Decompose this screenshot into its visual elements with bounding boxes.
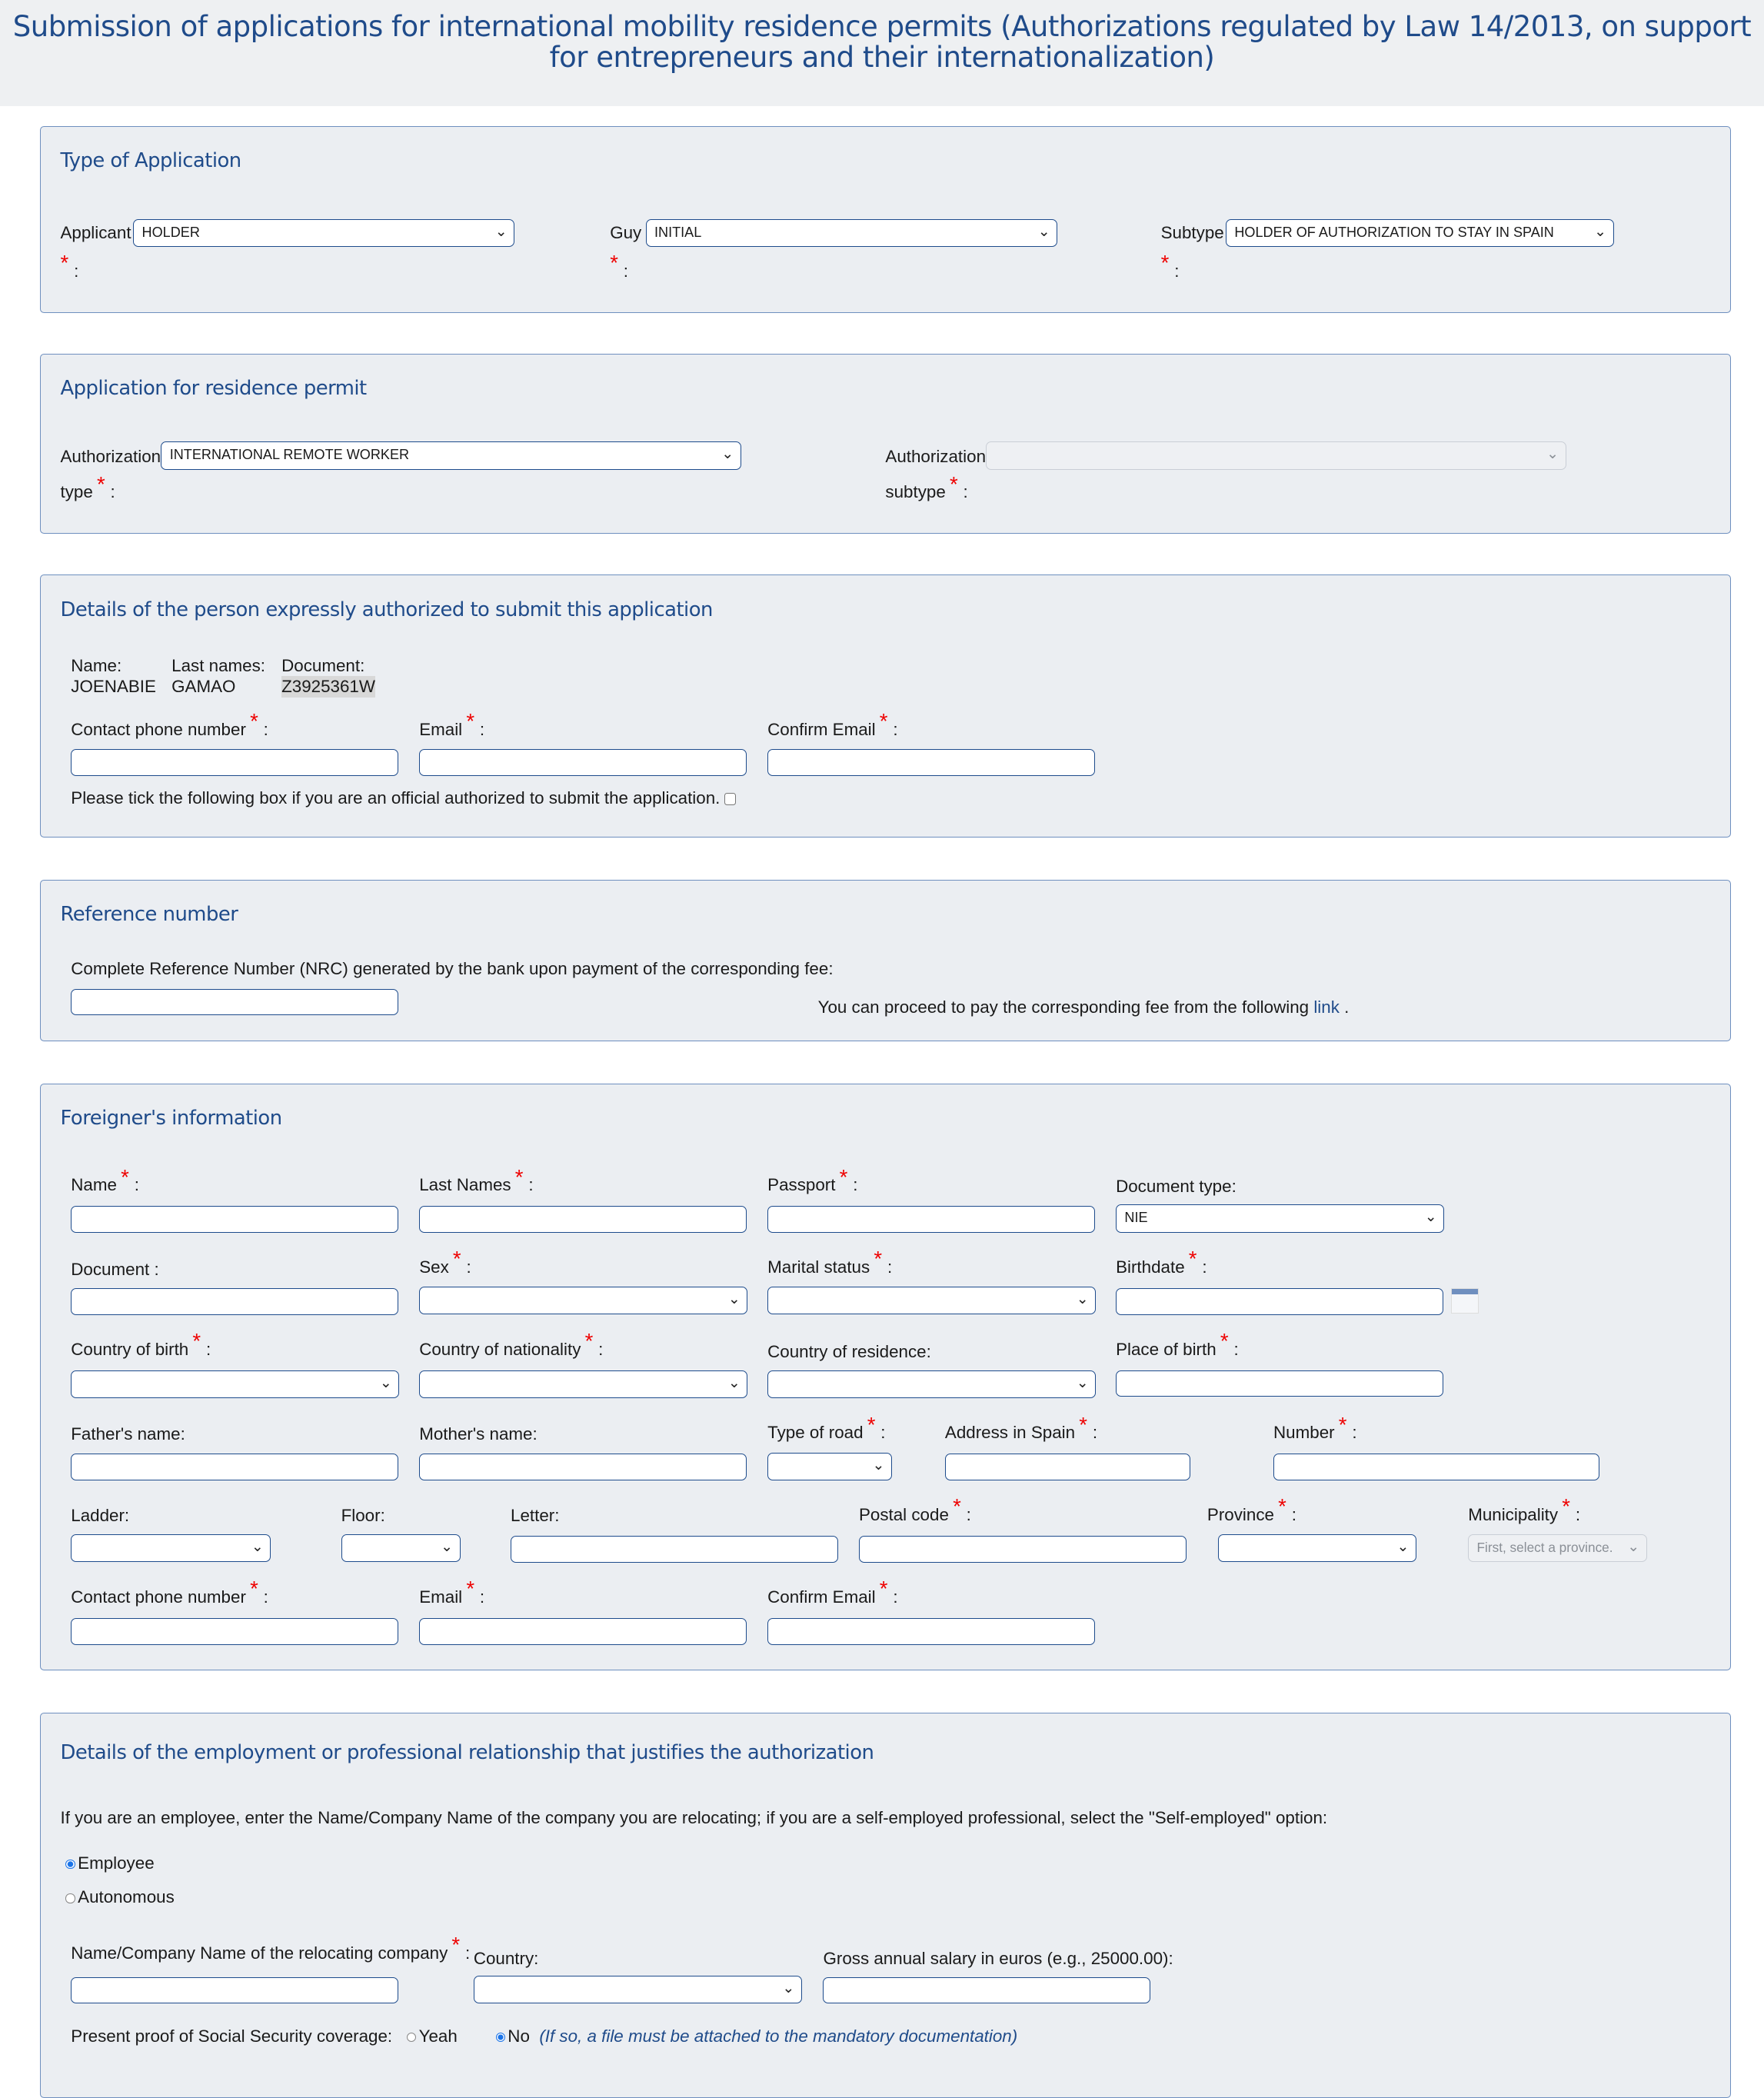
chevron-down-icon: ⌄ bbox=[727, 1374, 741, 1391]
ss-yes-radio[interactable] bbox=[407, 2033, 416, 2042]
document-type-select[interactable] bbox=[1116, 1204, 1444, 1232]
official-checkbox[interactable] bbox=[724, 793, 737, 805]
sex-select[interactable] bbox=[419, 1287, 747, 1314]
phone-input[interactable] bbox=[71, 749, 398, 776]
chevron-down-icon: ⌄ bbox=[872, 1457, 885, 1474]
number-label: Number * : bbox=[1273, 1412, 1357, 1443]
document-type-label: Document type: bbox=[1116, 1176, 1236, 1196]
social-security-note: (If so, a file must be attached to the mandatory documentation) bbox=[539, 2026, 1018, 2046]
municipality-select[interactable] bbox=[1468, 1534, 1646, 1562]
section-title: Application for residence permit bbox=[60, 377, 367, 401]
chevron-down-icon: ⌄ bbox=[1076, 1374, 1089, 1391]
document-value: Z3925361W bbox=[281, 677, 375, 697]
section-title: Details of the employment or professional relationship that justifies the authorization bbox=[60, 1741, 874, 1765]
official-checkbox-label: Please tick the following box if you are an official authorized to submit the application. bbox=[71, 788, 721, 808]
pay-fee-text: You can proceed to pay the corresponding fee from the following link . bbox=[817, 997, 1350, 1017]
ladder-select[interactable] bbox=[71, 1534, 271, 1562]
passport-label: Passport * : bbox=[767, 1164, 858, 1195]
confirm-email-input[interactable] bbox=[767, 749, 1095, 776]
phone-label: Contact phone number * : bbox=[71, 1577, 268, 1607]
last-names-input[interactable] bbox=[419, 1206, 747, 1233]
nrc-input[interactable] bbox=[71, 989, 398, 1016]
confirm-email-label: Confirm Email * : bbox=[767, 1577, 898, 1607]
calendar-icon[interactable] bbox=[1451, 1288, 1479, 1314]
employment-intro: If you are an employee, enter the Name/Company Name of the company you are relocating; if you are a self-employed professional, select the "Self-employed" option: bbox=[60, 1808, 1328, 1828]
autonomous-radio-row[interactable]: Autonomous bbox=[65, 1887, 174, 1908]
sex-label: Sex * : bbox=[419, 1247, 471, 1277]
fathers-name-label: Father's name: bbox=[71, 1424, 185, 1444]
autonomous-radio[interactable] bbox=[65, 1893, 75, 1903]
name-value: JOENABIE bbox=[71, 677, 156, 697]
fathers-name-input[interactable] bbox=[71, 1454, 398, 1480]
marital-status-label: Marital status * : bbox=[767, 1247, 893, 1277]
applicant-value: HOLDER bbox=[141, 225, 200, 241]
country-of-birth-label: Country of birth * : bbox=[71, 1329, 211, 1359]
chevron-down-icon: ⌄ bbox=[727, 1291, 741, 1308]
address-input[interactable] bbox=[945, 1454, 1190, 1480]
salary-input[interactable] bbox=[823, 1977, 1150, 2004]
country-label: Country: bbox=[473, 1948, 539, 1968]
pay-fee-link[interactable]: link bbox=[1313, 997, 1340, 1017]
document-type-value: NIE bbox=[1124, 1210, 1148, 1226]
mothers-name-label: Mother's name: bbox=[419, 1424, 538, 1444]
mothers-name-input[interactable] bbox=[419, 1454, 747, 1480]
chevron-down-icon: ⌄ bbox=[1424, 1209, 1437, 1226]
chevron-down-icon: ⌄ bbox=[1546, 446, 1559, 463]
email-label: Email * : bbox=[419, 1577, 485, 1607]
chevron-down-icon: ⌄ bbox=[1076, 1291, 1089, 1308]
section-title: Type of Application bbox=[60, 149, 241, 173]
authorization-type-label: Authorization bbox=[60, 446, 161, 466]
authorization-subtype-select[interactable] bbox=[986, 441, 1566, 469]
last-names-value: GAMAO bbox=[171, 677, 236, 697]
name-label: Name: bbox=[71, 655, 122, 675]
last-names-label: Last Names * : bbox=[419, 1164, 534, 1195]
passport-input[interactable] bbox=[767, 1206, 1095, 1233]
place-of-birth-label: Place of birth * : bbox=[1116, 1329, 1239, 1359]
page-header bbox=[0, 0, 1764, 106]
address-label: Address in Spain * : bbox=[944, 1412, 1098, 1443]
chevron-down-icon: ⌄ bbox=[379, 1374, 392, 1391]
required-marker: * : bbox=[60, 251, 79, 281]
employee-radio[interactable] bbox=[65, 1860, 75, 1869]
residence-permit-section bbox=[40, 354, 1732, 534]
guy-value: INITIAL bbox=[654, 225, 702, 241]
phone-label: Contact phone number * : bbox=[71, 709, 268, 739]
page-title: Submission of applications for international mobility residence permits (Authorizations regulated by Law 14/2013, on support for entrepreneurs and their internationalization) bbox=[12, 10, 1752, 75]
authorization-type-value: INTERNATIONAL REMOTE WORKER bbox=[169, 447, 410, 463]
required-marker: * : bbox=[610, 251, 629, 281]
email-input[interactable] bbox=[419, 1618, 747, 1645]
chevron-down-icon: ⌄ bbox=[721, 446, 734, 463]
letter-input[interactable] bbox=[511, 1536, 838, 1563]
subtype-label: Subtype bbox=[1160, 222, 1224, 242]
guy-label: Guy bbox=[610, 222, 642, 242]
chevron-down-icon: ⌄ bbox=[1396, 1539, 1410, 1556]
country-of-birth-select[interactable] bbox=[71, 1370, 399, 1398]
ladder-label: Ladder: bbox=[71, 1506, 130, 1526]
subtype-value: HOLDER OF AUTHORIZATION TO STAY IN SPAIN bbox=[1234, 225, 1554, 241]
chevron-down-icon: ⌄ bbox=[494, 224, 508, 241]
country-of-nationality-select[interactable] bbox=[419, 1370, 747, 1398]
section-title: Foreigner's information bbox=[60, 1107, 282, 1131]
country-of-residence-label: Country of residence: bbox=[767, 1341, 931, 1361]
last-names-label: Last names: bbox=[171, 655, 266, 675]
employment-section bbox=[40, 1713, 1732, 2098]
postal-code-input[interactable] bbox=[859, 1536, 1187, 1563]
document-label: Document : bbox=[71, 1260, 159, 1280]
chevron-down-icon: ⌄ bbox=[251, 1539, 264, 1556]
country-of-residence-select[interactable] bbox=[767, 1370, 1096, 1398]
company-name-input[interactable] bbox=[71, 1977, 398, 2004]
chevron-down-icon: ⌄ bbox=[1594, 224, 1606, 241]
name-input[interactable] bbox=[71, 1206, 398, 1233]
province-select[interactable] bbox=[1218, 1534, 1416, 1562]
authorized-person-section bbox=[40, 574, 1732, 837]
letter-label: Letter: bbox=[511, 1506, 560, 1526]
social-security-row: Present proof of Social Security coverage: Yeah No (If so, a file must be attached to the mandatory documentation) bbox=[71, 2026, 1018, 2046]
chevron-down-icon: ⌄ bbox=[1627, 1539, 1640, 1556]
birthdate-label: Birthdate * : bbox=[1116, 1247, 1207, 1277]
chevron-down-icon: ⌄ bbox=[1037, 224, 1050, 241]
reference-number-section bbox=[40, 880, 1732, 1041]
number-input[interactable] bbox=[1273, 1454, 1599, 1480]
type-of-road-select[interactable] bbox=[767, 1453, 892, 1480]
type-of-road-label: Type of road * : bbox=[767, 1412, 886, 1443]
name-label: Name * : bbox=[71, 1164, 139, 1195]
email-label: Email * : bbox=[419, 709, 485, 739]
province-label: Province * : bbox=[1207, 1494, 1296, 1524]
country-select[interactable] bbox=[474, 1976, 802, 2003]
postal-code-label: Postal code * : bbox=[858, 1494, 971, 1524]
document-label: Document: bbox=[281, 655, 365, 675]
official-checkbox-row bbox=[71, 788, 736, 809]
section-title: Details of the person expressly authorized to submit this application bbox=[60, 598, 713, 621]
document-input[interactable] bbox=[71, 1288, 398, 1315]
chevron-down-icon: ⌄ bbox=[782, 1980, 795, 1996]
municipality-placeholder: First, select a province. bbox=[1476, 1540, 1613, 1556]
nrc-label: Complete Reference Number (NRC) generated by the bank upon payment of the corresponding fee: bbox=[71, 959, 834, 979]
ss-no-radio[interactable] bbox=[496, 2033, 505, 2042]
company-name-label: Name/Company Name of the relocating company * : bbox=[71, 1933, 471, 1963]
authorization-subtype-label-cont: subtype * : bbox=[885, 471, 968, 502]
applicant-label: Applicant bbox=[60, 222, 131, 242]
phone-input[interactable] bbox=[71, 1618, 398, 1645]
birthdate-input[interactable] bbox=[1116, 1288, 1443, 1315]
section-title: Reference number bbox=[60, 903, 238, 927]
chevron-down-icon: ⌄ bbox=[441, 1539, 453, 1556]
country-of-nationality-label: Country of nationality * : bbox=[419, 1329, 604, 1359]
confirm-email-input[interactable] bbox=[767, 1618, 1095, 1645]
employee-radio-row[interactable]: Employee bbox=[65, 1853, 154, 1874]
confirm-email-label: Confirm Email * : bbox=[767, 709, 898, 739]
required-marker: * : bbox=[1160, 251, 1180, 281]
marital-status-select[interactable] bbox=[767, 1287, 1096, 1314]
subtype-select[interactable] bbox=[1226, 219, 1614, 247]
salary-label: Gross annual salary in euros (e.g., 25000.00): bbox=[823, 1948, 1173, 1968]
social-security-label: Present proof of Social Security coverage: bbox=[71, 2026, 393, 2046]
floor-label: Floor: bbox=[341, 1506, 385, 1526]
guy-select[interactable] bbox=[646, 219, 1058, 247]
authorization-type-label-cont: type * : bbox=[60, 471, 115, 502]
authorization-type-select[interactable] bbox=[161, 441, 741, 469]
floor-select[interactable] bbox=[341, 1534, 461, 1562]
place-of-birth-input[interactable] bbox=[1116, 1370, 1443, 1397]
foreigner-information-section bbox=[40, 1084, 1732, 1670]
municipality-label: Municipality * : bbox=[1468, 1494, 1581, 1524]
type-of-application-section bbox=[40, 126, 1732, 313]
applicant-select[interactable] bbox=[133, 219, 514, 247]
authorization-subtype-label: Authorization bbox=[885, 446, 987, 466]
email-input[interactable] bbox=[419, 749, 747, 776]
